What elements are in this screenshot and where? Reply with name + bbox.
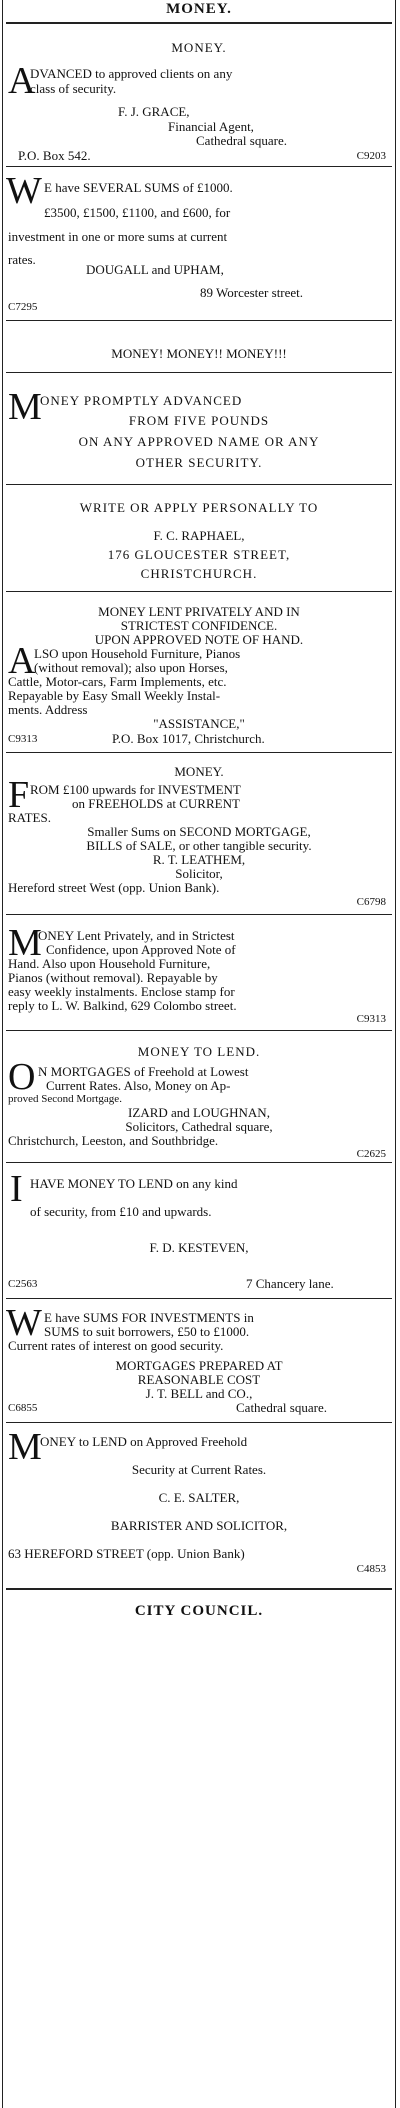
advert-line: MORTGAGES PREPARED AT [115,1358,283,1373]
advertiser-address: 7 Chancery lane. [246,1276,334,1291]
advert-line: Hand. Also upon Household Furniture, [8,956,211,971]
advert-heading: MONEY TO LEND. [137,1044,261,1059]
advert-line: MONEY LENT PRIVATELY AND IN [98,604,300,619]
advertiser-name: IZARD and LOUGHNAN, [128,1105,270,1120]
divider [6,1162,392,1163]
ad-code: C9203 [356,150,386,162]
right-column-rule [395,0,396,2108]
advert-line: Current rates of interest on good security. [8,1338,224,1353]
ad-code: C2563 [8,1278,38,1290]
advert-line: proved Second Mortgage. [8,1093,122,1105]
divider [6,484,392,485]
advert-line: on FREEHOLDS at CURRENT [72,796,240,811]
advertiser-role: BARRISTER AND SOLICITOR, [110,1518,288,1533]
po-box: P.O. Box 542. [18,148,91,163]
advert-line: Cattle, Motor-cars, Farm Implements, etc. [8,674,227,689]
advert-line: FROM FIVE POUNDS [128,413,270,428]
advertiser-address: Hereford street West (opp. Union Bank). [8,880,220,895]
advert-line: HAVE MONEY TO LEND on any kind [30,1176,238,1191]
advert-line: reply to L. W. Balkind, 629 Colombo street. [8,998,237,1013]
advertiser-name: F. J. GRACE, [118,104,190,119]
divider [6,372,392,373]
advertiser-name: F. D. KESTEVEN, [149,1240,249,1255]
drop-cap: F [8,774,30,816]
left-column-rule [2,0,3,2108]
advert-line: Confidence, upon Approved Note of [46,942,236,957]
advert-line: (without removal); also upon Horses, [34,660,228,675]
drop-cap: I [10,1168,23,1210]
advert-line: OTHER SECURITY. [135,455,263,470]
drop-cap: M [8,1426,42,1468]
advert-line: ONEY PROMPTLY ADVANCED [40,393,243,408]
advert-heading: MONEY. [171,40,227,55]
ad-code: C9313 [8,733,38,745]
drop-cap: M [8,922,42,964]
advert-line: LSO upon Household Furniture, Pianos [34,646,241,661]
advert-line: Current Rates. Also, Money on Ap- [46,1078,231,1093]
advertiser-name: C. E. SALTER, [158,1490,240,1505]
drop-cap: W [6,170,42,212]
section-title: CITY COUNCIL. [134,1603,264,1619]
divider [6,1422,392,1423]
advert-heading: MONEY. [174,764,224,779]
advert-line: SUMS to suit borrowers, £50 to £1000. [44,1324,250,1339]
advert-line: E have SUMS FOR INVESTMENTS in [44,1310,254,1325]
advert-line: Pianos (without removal). Repayable by [8,970,218,985]
advertiser-role: Solicitor, [175,866,223,881]
advertiser-city: CHRISTCHURCH. [140,566,258,581]
advert-line: Repayable by Easy Small Weekly Instal- [8,688,221,703]
advert-line: ONEY to LEND on Approved Freehold [40,1434,248,1449]
advert-line: DVANCED to approved clients on any [30,66,233,81]
divider [6,166,392,167]
advert-banner: MONEY! MONEY!! MONEY!!! [111,346,287,361]
advert-line: rates. [8,252,36,267]
divider [6,320,392,321]
advert-line: ments. Address [8,702,88,717]
advert-line: ONEY Lent Privately, and in Strictest [38,928,235,943]
advertiser-street: 176 GLOUCESTER STREET, [107,547,291,562]
divider [6,1030,392,1031]
ad-code: C6855 [8,1402,38,1414]
advertiser-address: 89 Worcester street. [200,285,304,300]
advertiser-address: Cathedral square. [236,1400,327,1415]
advertiser-name: R. T. LEATHEM, [152,852,246,867]
advert-line: BILLS of SALE, or other tangible security. [86,838,312,853]
ad-code: C6798 [356,896,386,908]
advert-line: WRITE OR APPLY PERSONALLY TO [79,500,319,515]
advertiser-role: Financial Agent, [168,119,254,134]
drop-cap: A [8,60,36,102]
advert-line: Security at Current Rates. [131,1462,267,1477]
advert-line: Smaller Sums on SECOND MORTGAGE, [87,824,311,839]
divider [6,22,392,24]
po-box: P.O. Box 1017, Christchurch. [112,731,265,746]
drop-cap: A [8,640,36,682]
advert-line: STRICTEST CONFIDENCE. [120,618,278,633]
divider [6,914,392,915]
advert-address: "ASSISTANCE," [153,716,245,731]
advertiser-name: J. T. BELL and CO., [145,1386,253,1401]
advert-line: N MORTGAGES of Freehold at Lowest [38,1064,249,1079]
ad-code: C9313 [356,1013,386,1025]
drop-cap: W [6,1302,42,1344]
divider [6,1298,392,1299]
ad-code: C4853 [356,1563,386,1575]
advert-line: of security, from £10 and upwards. [30,1204,212,1219]
advert-line: UPON APPROVED NOTE OF HAND. [94,632,304,647]
advert-line: RATES. [8,810,51,825]
drop-cap: O [8,1056,36,1098]
divider [6,752,392,753]
ad-code: C2625 [356,1148,386,1160]
advert-line: easy weekly instalments. Enclose stamp for [8,984,235,999]
advert-line: Christchurch, Leeston, and Southbridge. [8,1133,219,1148]
advertiser-address: 63 HEREFORD STREET (opp. Union Bank) [8,1546,245,1561]
divider [6,591,392,592]
advert-line: REASONABLE COST [137,1372,261,1387]
section-title: MONEY. [166,1,232,17]
advert-line: £3500, £1500, £1100, and £600, for [44,205,231,220]
drop-cap: M [8,386,42,428]
advert-line: ROM £100 upwards for INVESTMENT [30,782,241,797]
divider [6,1588,392,1590]
advertiser-name: F. C. RAPHAEL, [153,528,245,543]
advert-line: E have SEVERAL SUMS of £1000. [44,180,233,195]
advert-line: investment in one or more sums at current [8,229,228,244]
advertiser-address: Cathedral square. [196,133,287,148]
advert-line: class of security. [30,81,117,96]
advertiser-name: DOUGALL and UPHAM, [86,262,224,277]
advert-line: Solicitors, Cathedral square, [125,1119,273,1134]
advert-line: ON ANY APPROVED NAME OR ANY [78,434,320,449]
ad-code: C7295 [8,301,38,313]
